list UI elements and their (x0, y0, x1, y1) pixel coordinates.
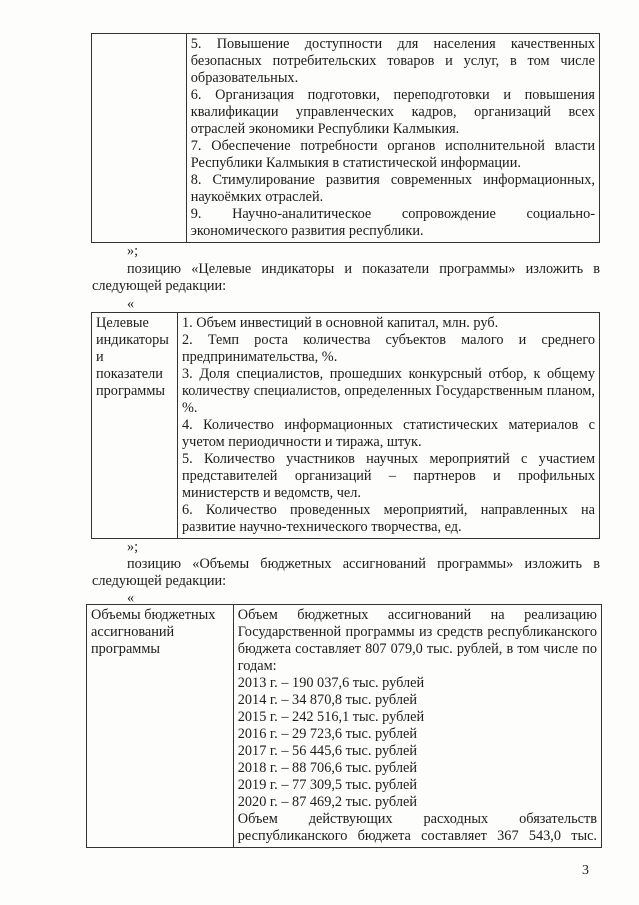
budget-year-item: 2018 г. – 88 706,6 тыс. рублей (237, 760, 417, 776)
goals-table-continuation (91, 33, 600, 243)
opening-quote: « (127, 590, 135, 606)
target-item: 5. Количество участников научных мероприятий с участием представителей организаций – партнеров и профильных министерств и ведомств, чел. (181, 451, 595, 501)
closing-quote: »; (127, 539, 139, 555)
target-item: 3. Доля специалистов, прошедших конкурсный отбор, к общему количеству специалистов, определенных Государственным планом, %. (181, 366, 595, 416)
budget-year-item: 2017 г. – 56 445,6 тыс. рублей (237, 743, 417, 759)
targets-table (91, 312, 600, 539)
budget-table (86, 604, 602, 848)
target-item: 1. Объем инвестиций в основной капитал, млн. руб. (181, 315, 499, 331)
empty-label-cell (92, 34, 187, 243)
budget-year-item: 2014 г. – 34 870,8 тыс. рублей (237, 692, 417, 708)
paragraph-targets: позицию «Целевые индикаторы и показатели программы» изложить в следующей редакции: (92, 261, 600, 294)
budget-year-item: 2019 г. – 77 309,5 тыс. рублей (237, 777, 417, 793)
targets-label-cell: Целевые индикаторы и показатели программы (92, 313, 178, 539)
opening-quote: « (127, 296, 135, 312)
goal-item: 9. Научно-аналитическое сопровождение социально-экономического развития республики. (190, 206, 595, 239)
closing-quote: »; (127, 243, 139, 259)
targets-cell (177, 313, 599, 539)
page-number: 3 (582, 863, 589, 878)
budget-outro: Объем действующих расходных обязательств республиканского бюджета составляет 367 543,0 тыс. (237, 811, 597, 844)
budget-year-item: 2016 г. – 29 723,6 тыс. рублей (237, 726, 417, 742)
target-item: 4. Количество информационных статистических материалов с учетом периодичности и тиража, штук. (181, 417, 595, 450)
budget-intro: Объем бюджетных ассигнований на реализацию Государственной программы из средств республиканского бюджета составляет 807 079,0 тыс. рублей, в том числе по годам: (237, 607, 597, 674)
goal-item: 7. Обеспечение потребности органов исполнительной власти Республики Калмыкия в статистической информации. (190, 138, 595, 171)
paragraph-budget: позицию «Объемы бюджетных ассигнований программы» изложить в следующей редакции: (92, 556, 600, 589)
budget-label-cell: Объемы бюджетных ассигнований программы (87, 605, 234, 848)
goal-item: 5. Повышение доступности для населения качественных безопасных потребительских товаров и услуг, в том числе образовательных. (190, 36, 595, 86)
target-item: 2. Темп роста количества субъектов малого и среднего предпринимательства, %. (181, 332, 595, 365)
budget-cell (233, 605, 601, 848)
goal-item: 6. Организация подготовки, переподготовки и повышения квалификации управленческих кадров, организаций всех отраслей экономики Республики Калмыкия. (190, 87, 595, 137)
goal-item: 8. Стимулирование развития современных информационных, наукоёмких отраслей. (190, 172, 595, 205)
budget-year-item: 2020 г. – 87 469,2 тыс. рублей (237, 794, 417, 810)
budget-year-item: 2013 г. – 190 037,6 тыс. рублей (237, 675, 425, 691)
target-item: 6. Количество проведенных мероприятий, направленных на развитие научно-технического творчества, ед. (181, 502, 595, 535)
budget-year-item: 2015 г. – 242 516,1 тыс. рублей (237, 709, 425, 725)
goals-cell (186, 34, 599, 243)
